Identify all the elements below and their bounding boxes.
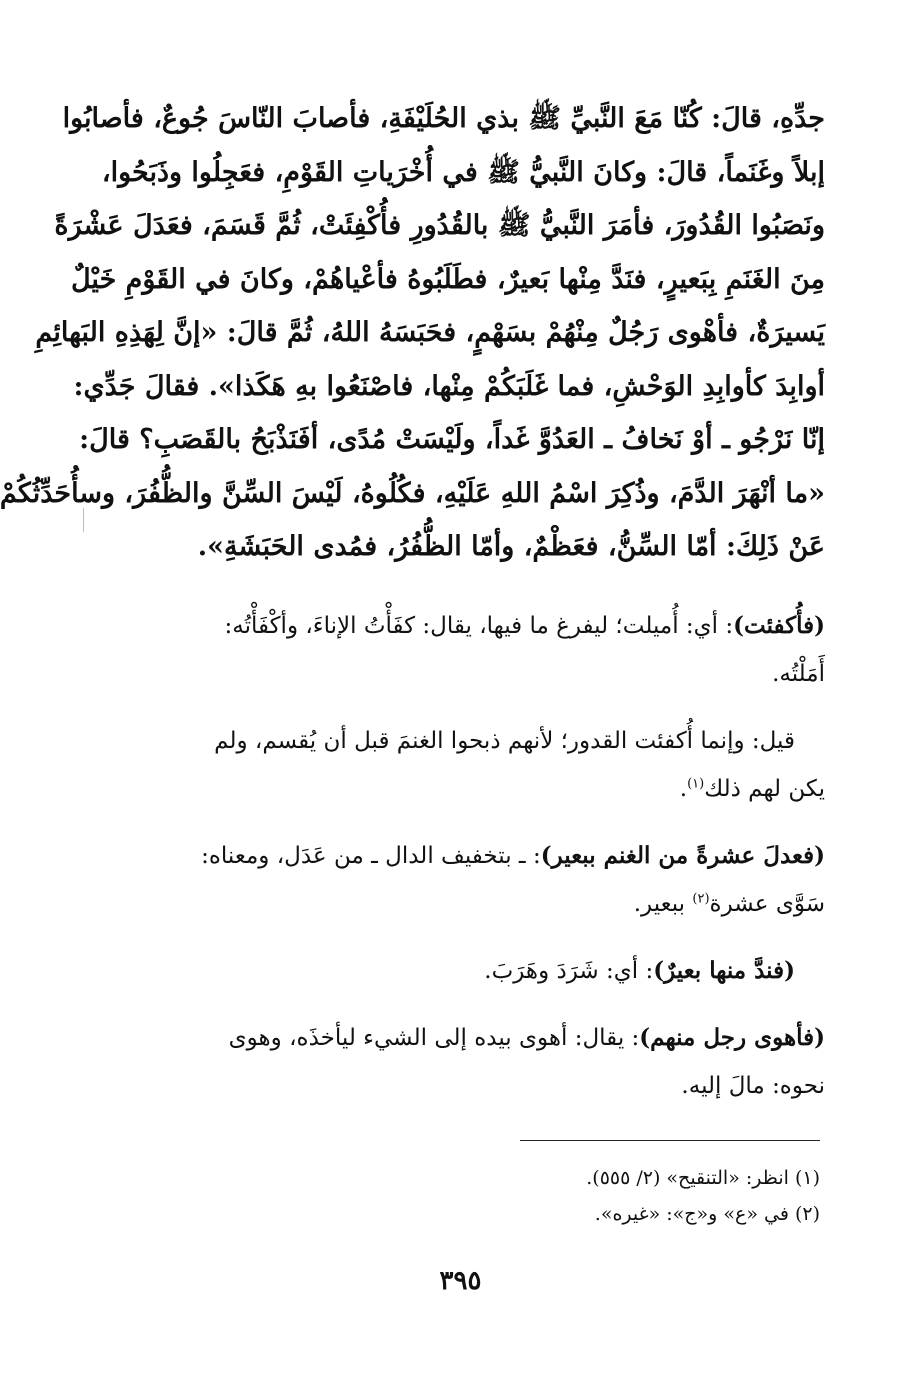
glossary-entry xyxy=(95,602,825,698)
hadith-text xyxy=(0,92,825,574)
footnote-reference[interactable]: (٢) xyxy=(692,891,710,907)
glossary-continuation: نحوه: مالَ إليه. xyxy=(681,1073,825,1099)
glossary-entry xyxy=(95,947,825,995)
scan-edge-mark xyxy=(83,508,84,532)
footnote: (١) انظر: «التنقيح» (٢/ ٥٥٥). xyxy=(586,1167,820,1189)
page-number: ٣٩٥ xyxy=(439,1266,482,1296)
glossary-section xyxy=(95,602,825,1129)
footnotes xyxy=(100,1160,820,1232)
hadith-line: يَسيرَةٌ، فأهْوى رَجُلٌ مِنْهُمْ بسَهْمٍ، فحَبَسَهُ اللهُ، ثُمَّ قالَ: «إنَّ لِهَذِهِ البَهائِمِ xyxy=(35,317,825,348)
glossary-continuation: سَوَّى عشرة xyxy=(709,891,825,917)
glossary-term: (فعدلَ عشرةً من الغنم ببعير) xyxy=(540,842,825,869)
glossary-definition: : يقال: أهوى بيده إلى الشيء ليأخذَه، وهوى xyxy=(228,1025,640,1051)
glossary-term: (فندَّ منها بعيرٌ) xyxy=(653,957,795,984)
hadith-line: عَنْ ذَلِكَ: أمّا السِّنُّ، فعَظْمٌ، وأمّا الظُّفُرُ، فمُدى الحَبَشَةِ». xyxy=(197,531,825,562)
hadith-line: مِنَ الغَنَمِ بِبَعيرٍ، فنَدَّ مِنْها بَعيرٌ، فطَلَبُوهُ فأعْياهُمْ، وكانَ في القَوْمِ خَيْلٌ xyxy=(70,263,825,295)
glossary-entry xyxy=(95,1014,825,1110)
glossary-definition: قيل: وإنما أُكفئت القدور؛ لأنهم ذبحوا الغنمَ قبل أن يُقسم، ولم xyxy=(214,728,795,754)
hadith-line: أوابِدَ كأوابِدِ الوَحْشِ، فما غَلَبَكُمْ مِنْها، فاصْنَعُوا بهِ هَكَذا». فقالَ جَدِّي: xyxy=(73,370,825,402)
glossary-term: (فأهوى رجل منهم) xyxy=(639,1024,825,1051)
hadith-line: «ما أنْهَرَ الدَّمَ، وذُكِرَ اسْمُ اللهِ عَلَيْهِ، فكُلُوهُ، لَيْسَ السِّنَّ والظُّفُرَ، وسأُحَدِّثُكُمْ xyxy=(0,477,825,509)
glossary-definition: : أي: شَرَدَ وهَرَبَ. xyxy=(484,958,654,984)
glossary-continuation: يكن لهم ذلك xyxy=(704,776,825,802)
glossary-entry: (فعدلَ عشرةً من الغنم ببعير): ـ بتخفيف الدال ـ من عَدَل، ومعناه: سَوَّى عشرة$^{(٢)}$ ببعير. xyxy=(201,842,825,917)
glossary-definition: : أي: أُميلت؛ ليفرغ ما فيها، يقال: كفَأْتُ الإناءَ، وأكْفَأْتُه: xyxy=(224,613,734,639)
hadith-line: جدِّهِ، قالَ: كُنّا مَعَ النَّبيِّ ﷺ بذي الحُلَيْفَةِ، فأصابَ النّاسَ جُوعٌ، فأصابُوا xyxy=(62,103,825,134)
hadith-line: إبلاً وغَنَماً، قالَ: وكانَ النَّبيُّ ﷺ في أُخْرَياتِ القَوْمِ، فعَجِلُوا وذَبَحُوا، xyxy=(101,156,825,188)
footnote-reference[interactable]: (١) xyxy=(687,776,705,792)
hadith-line: إنّا نَرْجُو ـ أوْ نَخافُ ـ العَدُوَّ غَداً، ولَيْسَتْ مُدًى، أفَنَذْبَحُ بالقَصَبِ؟ قالَ: xyxy=(79,424,825,455)
footnote-divider xyxy=(520,1140,820,1141)
footnote: (٢) في «ع» و«ج»: «غيره». xyxy=(594,1203,820,1225)
glossary-note: قيل: وإنما أُكفئت القدور؛ لأنهم ذبحوا الغنمَ قبل أن يُقسم، ولم يكن لهم ذلك$^{(١)}$. xyxy=(95,717,825,813)
glossary-definition: : ـ بتخفيف الدال ـ من عَدَل، ومعناه: xyxy=(201,843,541,869)
glossary-continuation: أَمَلْتُه. xyxy=(772,661,825,687)
hadith-line: ونَصَبُوا القُدُورَ، فأمَرَ النَّبيُّ ﷺ بالقُدُورِ فأُكْفِئَتْ، ثُمَّ قَسَمَ، فعَدَلَ عَشْرَةً xyxy=(54,210,825,241)
glossary-term: (فأُكفئت) xyxy=(733,612,825,639)
